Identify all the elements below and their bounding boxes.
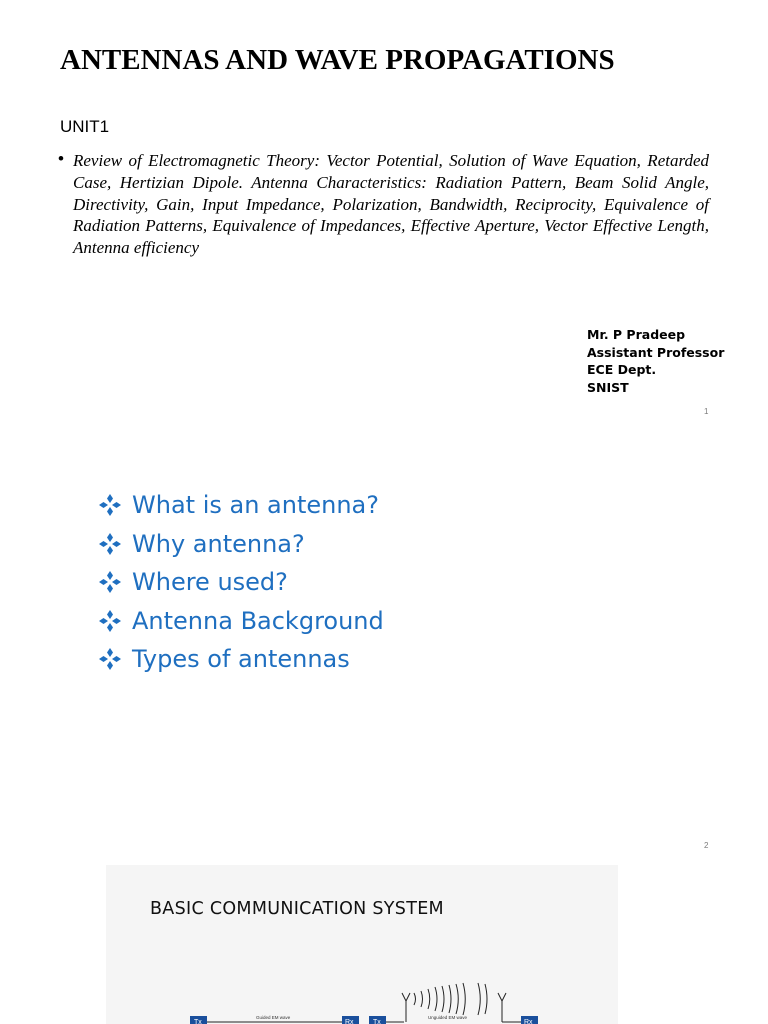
four-diamond-icon (98, 493, 122, 517)
list-item (98, 525, 384, 564)
rx-label: Rx (345, 1019, 354, 1024)
list-item-label: Where used? (132, 568, 288, 597)
slide-1 (0, 0, 768, 425)
antenna-icon (402, 993, 410, 1022)
author-designation: Assistant Professor (587, 344, 725, 360)
list-item-label: What is an antenna? (132, 491, 379, 520)
slide-3 (0, 857, 768, 1024)
rx-label: Rx (524, 1019, 533, 1024)
comm-system-diagram (106, 865, 618, 1024)
list-item-label: Types of antennas (132, 645, 350, 674)
page-number: 1 (704, 407, 709, 416)
bullet-marker: • (58, 149, 64, 168)
unit-heading: UNIT1 (60, 117, 110, 136)
list-item-label: Antenna Background (132, 606, 384, 635)
list-item (98, 602, 384, 641)
syllabus-text: Review of Electromagnetic Theory: Vector Potential, Solution of Wave Equation, Retarded Case, Hertizian Dipole. Antenna Characteristics: Radiation Pattern, Beam Solid Angle, Directivity, Gain, Input Impedance, Polarization, Bandwidth, Reciprocity, Equivalence of Radiation Patterns, Equivalence of Impedances, Effective Aperture, Vector Effective Length, Antenna efficiency (73, 151, 709, 258)
list-item (98, 563, 384, 602)
four-diamond-icon (98, 647, 122, 671)
four-diamond-icon (98, 609, 122, 633)
list-item-label: Why antenna? (132, 529, 305, 558)
unguided-wave-label: Unguided EM wave (428, 1015, 468, 1020)
author-name: Mr. P Pradeep (587, 327, 686, 342)
tx-label: Tx (194, 1019, 202, 1024)
four-diamond-icon (98, 570, 122, 594)
four-diamond-icon (98, 532, 122, 556)
author-block (587, 326, 724, 396)
slide-title: ANTENNAS AND WAVE PROPAGATIONS (60, 44, 615, 76)
figure-title: BASIC COMMUNICATION SYSTEM (150, 899, 444, 919)
tx-label: Tx (373, 1019, 381, 1024)
radio-wave-icon (414, 983, 487, 1015)
guided-wave-label: Guided EM wave (256, 1015, 291, 1020)
list-item (98, 640, 384, 679)
list-item (98, 486, 384, 525)
comm-system-figure (106, 865, 618, 1024)
antenna-icon (498, 993, 506, 1022)
topic-list (98, 486, 384, 679)
author-institution: SNIST (587, 379, 629, 395)
author-department: ECE Dept. (587, 362, 657, 377)
slide-2 (0, 426, 768, 856)
page-number: 2 (704, 841, 709, 850)
